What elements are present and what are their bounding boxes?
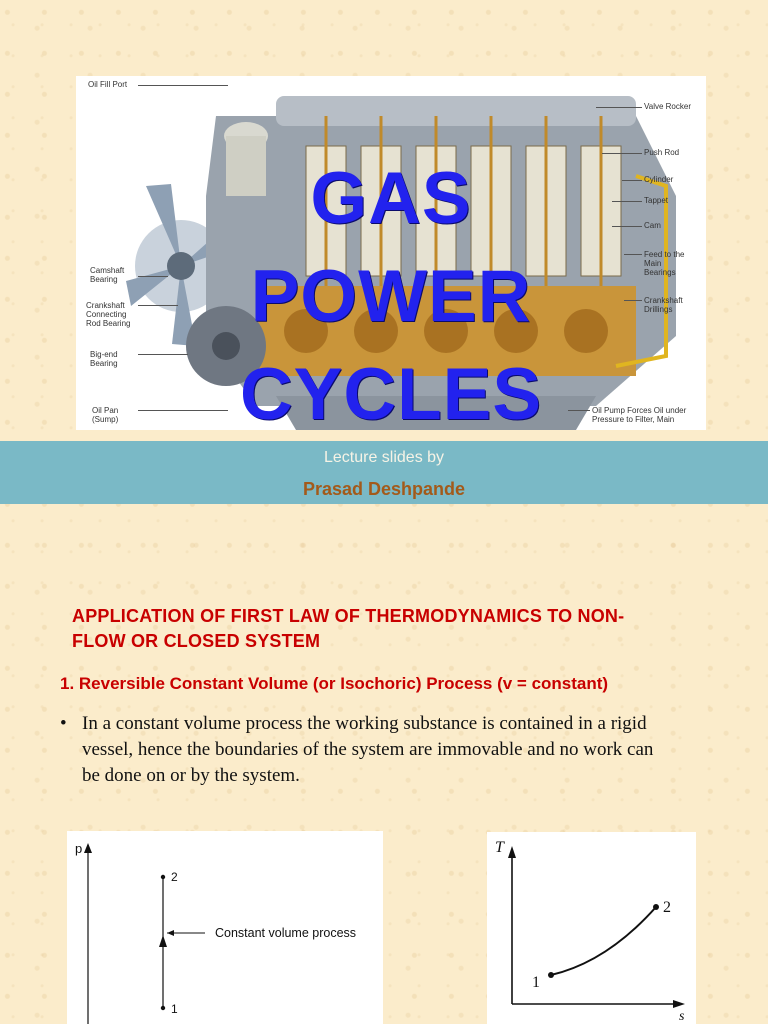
callout-oil-pump: Oil Pump Forces Oil under Pressure to Filter, Main <box>592 406 687 424</box>
author-name: Prasad Deshpande <box>302 479 466 499</box>
pv-diagram <box>67 831 383 1024</box>
bullet-line-3: be done on or by the system. <box>82 765 300 786</box>
bullet-line-2: vessel, hence the boundaries of the system are immovable and no work can <box>82 739 654 760</box>
p-axis-label: p <box>75 841 83 856</box>
callout-feed-main-bearings: Feed to the Main Bearings <box>644 250 685 277</box>
bullet-paragraph <box>60 711 740 789</box>
subtitle-text: Lecture slides by <box>323 449 445 466</box>
p-axis-arrow-icon <box>84 843 92 853</box>
title-line-power: POWER <box>250 256 532 337</box>
heading-line-1: APPLICATION OF FIRST LAW OF THERMODYNAMICS TO NON- <box>72 606 625 626</box>
ts-point-label-2: 2 <box>663 899 671 916</box>
title-line-cycles: CYCLES <box>239 354 543 435</box>
callout-push-rod: Push Rod <box>644 148 680 157</box>
state-point-1 <box>161 1006 165 1010</box>
s-axis-label: s <box>679 1009 685 1024</box>
heading-line-2: FLOW OR CLOSED SYSTEM <box>72 631 321 651</box>
process-subheading: 1. Reversible Constant Volume (or Isochoric) Process (v = constant) <box>60 674 609 693</box>
callout-leader <box>138 85 228 86</box>
callout-big-end-bearing: Big-end Bearing <box>90 350 118 368</box>
s-axis-arrow-icon <box>673 1000 685 1008</box>
bullet-line-1: In a constant volume process the working substance is contained in a rigid <box>82 713 647 734</box>
callout-oil-fill-port: Oil Fill Port <box>88 80 128 89</box>
process-direction-arrow-icon <box>159 935 167 947</box>
callout-leader <box>596 107 642 108</box>
ts-diagram <box>487 832 696 1024</box>
isochoric-curve <box>551 907 656 975</box>
ts-point-label-1: 1 <box>532 974 540 991</box>
callout-cam: Cam <box>644 221 661 230</box>
callout-cylinder: Cylinder <box>644 175 674 184</box>
pv-diagram-graphic <box>67 831 383 1024</box>
callout-crankshaft-drillings: Crankshaft Drillings <box>644 296 683 314</box>
state-point-2 <box>161 875 165 879</box>
slide-title <box>76 150 706 444</box>
callout-valve-rocker: Valve Rocker <box>644 102 691 111</box>
point-label-2: 2 <box>171 870 178 884</box>
callout-oil-pan: Oil Pan (Sump) <box>92 406 119 424</box>
section-heading <box>72 604 742 654</box>
t-axis-arrow-icon <box>508 846 516 858</box>
t-axis-label: T <box>495 839 504 856</box>
point-label-1: 1 <box>171 1002 178 1016</box>
ts-state-point-1 <box>548 972 554 978</box>
ts-diagram-graphic <box>487 832 696 1024</box>
title-line-gas: GAS <box>310 158 472 239</box>
bullet-mark: • <box>60 713 67 734</box>
callout-connecting-rod-bearing: Crankshaft Connecting Rod Bearing <box>86 301 131 328</box>
callout-tappet: Tappet <box>644 196 669 205</box>
callout-camshaft-bearing: Camshaft Bearing <box>90 266 125 284</box>
annotation-arrow-icon <box>167 930 174 936</box>
ts-state-point-2 <box>653 904 659 910</box>
constant-volume-annotation: Constant volume process <box>215 926 357 940</box>
